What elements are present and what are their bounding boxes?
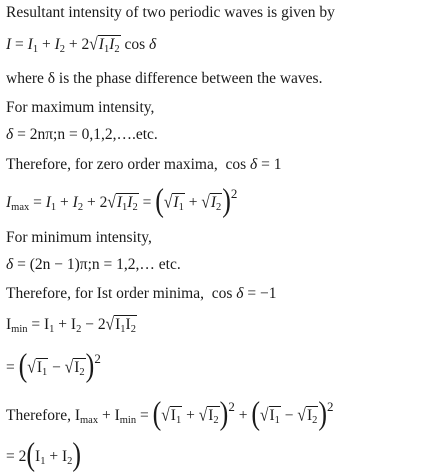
cos-one: = 1 xyxy=(261,156,282,173)
therefore-text: Therefore, xyxy=(6,407,71,424)
final-result: = $2(I_1 + I_2)$ xyxy=(6,436,82,473)
imin-formula: $I_{min} = I_1 + I_2 - 2√I_1I_2$ xyxy=(6,314,136,335)
min-condition: δ = (2n − 1)π;n = 1,2,… etc. xyxy=(6,256,181,273)
first-order-text: Therefore, for Ist order minima, xyxy=(6,285,204,302)
imax-formula: $I_{max} = I_1 + I_2 + 2√I_1I_2 = (√I_1 + √I_2)^2$ xyxy=(6,182,238,219)
max-condition: δ = 2nπ;n = 0,1,2,….etc. xyxy=(6,126,158,143)
min-condition-value: (2n − 1)π;n = 1,2,… etc. xyxy=(29,256,181,273)
max-heading: For maximum intensity, xyxy=(6,99,155,116)
min-heading: For minimum intensity, xyxy=(6,229,152,246)
imin-squared: = $(√I_1 - √I_2)^2$ xyxy=(6,347,101,384)
first-order-line: Therefore, for Ist order minima, cos δ = −1 xyxy=(6,285,277,302)
zero-order-text: Therefore, for zero order maxima, xyxy=(6,156,218,173)
delta-note: where δ is the phase difference between the waves. xyxy=(6,70,323,87)
max-condition-value: 2nπ;n = 0,1,2,….etc. xyxy=(29,126,158,143)
cos-minus-one: = −1 xyxy=(247,285,277,302)
intensity-formula: $I = I_1 + I_2 + 2√I_1I_2$ cos δ xyxy=(6,34,157,55)
sum-formula: Therefore, $I_{max} + I_{min} = (√I_1 + √I_2)^2 + (√I_1 - √I_2)^2$ xyxy=(6,395,334,432)
final-equals: = 2 xyxy=(6,448,27,465)
intro-line: Resultant intensity of two periodic waves is given by xyxy=(6,4,335,21)
zero-order-line: Therefore, for zero order maxima, cos δ = 1 xyxy=(6,156,282,173)
